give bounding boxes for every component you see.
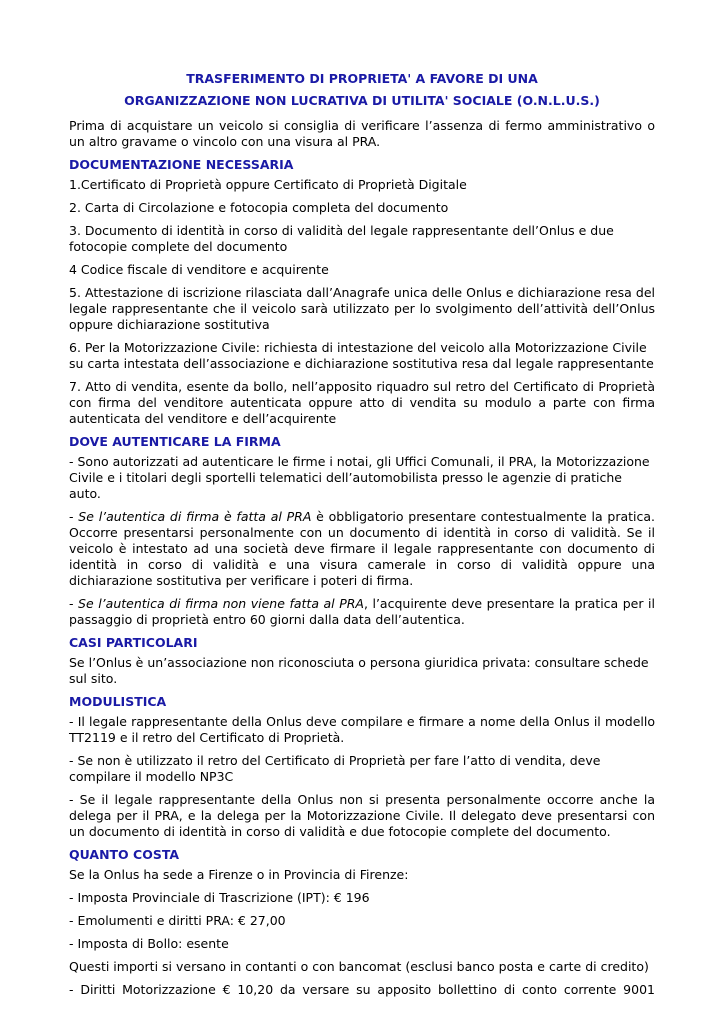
section-heading-casi: CASI PARTICOLARI xyxy=(69,635,198,650)
firma-p2-prefix: - xyxy=(69,509,79,524)
firma-p3-text: , l’acquirente deve presentare la pratica per il passaggio di proprietà entro 60 giorni dalla data dell’autentica. xyxy=(69,596,655,627)
casi-paragraph-1: Se l’Onlus è un’associazione non riconosciuta o persona giuridica privata: consultare schede sul sito. xyxy=(69,655,649,686)
doc-item-1: 1.Certificato di Proprietà oppure Certificato di Proprietà Digitale xyxy=(69,177,467,192)
costo-paragraph-6: - Diritti Motorizzazione € 10,20 da versare su apposito bollettino di conto corrente 9001 xyxy=(69,982,655,997)
doc-item-3: 3. Documento di identità in corso di validità del legale rappresentante dell’Onlus e due fotocopie complete del documento xyxy=(69,223,614,254)
firma-p2-text: è obbligatorio presentare contestualmente la pratica. Occorre presentarsi personalmente con un documento di identità in corso di validità. Se il veicolo è intestato ad una società deve firmare il legale rappresentante con documento di identità in corso di validità e una visura camerale in corso di validità oppure una dichiarazione sostitutiva per verificare i poteri di firma. xyxy=(69,509,655,588)
costo-paragraph-2: - Imposta Provinciale di Trascrizione (IPT): € 196 xyxy=(69,890,370,905)
doc-item-5: 5. Attestazione di iscrizione rilasciata dall’Anagrafe unica delle Onlus e dichiarazione resa del legale rappresentante che il veicolo sarà utilizzato per lo svolgimento dell’attività dell’Onlus oppure dichiarazione sostitutiva xyxy=(69,285,655,332)
doc-item-4: 4 Codice fiscale di venditore e acquirente xyxy=(69,262,329,277)
document-title xyxy=(69,68,655,112)
doc-item-6: 6. Per la Motorizzazione Civile: richiesta di intestazione del veicolo alla Motorizzazione Civile su carta intestata dell’associazione e dichiarazione sostitutiva resa dal legale rappresentante xyxy=(69,340,654,371)
firma-p3-prefix: - xyxy=(69,596,79,611)
firma-paragraph-3 xyxy=(69,596,655,628)
modulistica-paragraph-3: - Se il legale rappresentante della Onlus non si presenta personalmente occorre anche la delega per il PRA, e la delega per la Motorizzazione Civile. Il delegato deve presentarsi con un documento di identità in corso di validità e due fotocopie complete del documento. xyxy=(69,792,655,839)
firma-p3-italic: Se l’autentica di firma non viene fatta al PRA xyxy=(78,596,364,611)
firma-paragraph-1: - Sono autorizzati ad autenticare le firme i notai, gli Uffici Comunali, il PRA, la Motorizzazione Civile e i titolari degli sportelli telematici dell’automobilista presso le agenzie di pratiche auto. xyxy=(69,454,650,501)
costo-paragraph-1: Se la Onlus ha sede a Firenze o in Provincia di Firenze: xyxy=(69,867,409,882)
section-heading-documentazione: DOCUMENTAZIONE NECESSARIA xyxy=(69,157,294,172)
modulistica-paragraph-2: - Se non è utilizzato il retro del Certificato di Proprietà per fare l’atto di vendita, deve compilare il modello NP3C xyxy=(69,753,601,784)
intro-paragraph: Prima di acquistare un veicolo si consiglia di verificare l’assenza di fermo amministrativo o un altro gravame o vincolo con una visura al PRA. xyxy=(69,118,655,149)
costo-paragraph-4: - Imposta di Bollo: esente xyxy=(69,936,229,951)
section-heading-modulistica: MODULISTICA xyxy=(69,694,167,709)
section-heading-costo: QUANTO COSTA xyxy=(69,847,180,862)
costo-paragraph-3: - Emolumenti e diritti PRA: € 27,00 xyxy=(69,913,286,928)
section-heading-firma: DOVE AUTENTICARE LA FIRMA xyxy=(69,434,281,449)
title-line-2: ORGANIZZAZIONE NON LUCRATIVA DI UTILITA' SOCIALE (O.N.L.U.S.) xyxy=(124,93,600,108)
doc-item-2: 2. Carta di Circolazione e fotocopia completa del documento xyxy=(69,200,449,215)
doc-item-7: 7. Atto di vendita, esente da bollo, nell’apposito riquadro sul retro del Certificato di Proprietà con firma del venditore autenticata oppure atto di vendita su modulo a parte con firma autenticata del venditore e dell’acquirente xyxy=(69,379,655,426)
title-line-1: TRASFERIMENTO DI PROPRIETA' A FAVORE DI UNA xyxy=(186,71,538,86)
firma-p2-italic: Se l’autentica di firma è fatta al PRA xyxy=(78,509,312,524)
firma-paragraph-2 xyxy=(69,509,655,589)
modulistica-paragraph-1: - Il legale rappresentante della Onlus deve compilare e firmare a nome della Onlus il modello TT2119 e il retro del Certificato di Proprietà. xyxy=(69,714,655,745)
costo-paragraph-5: Questi importi si versano in contanti o con bancomat (esclusi banco posta e carte di credito) xyxy=(69,959,649,974)
